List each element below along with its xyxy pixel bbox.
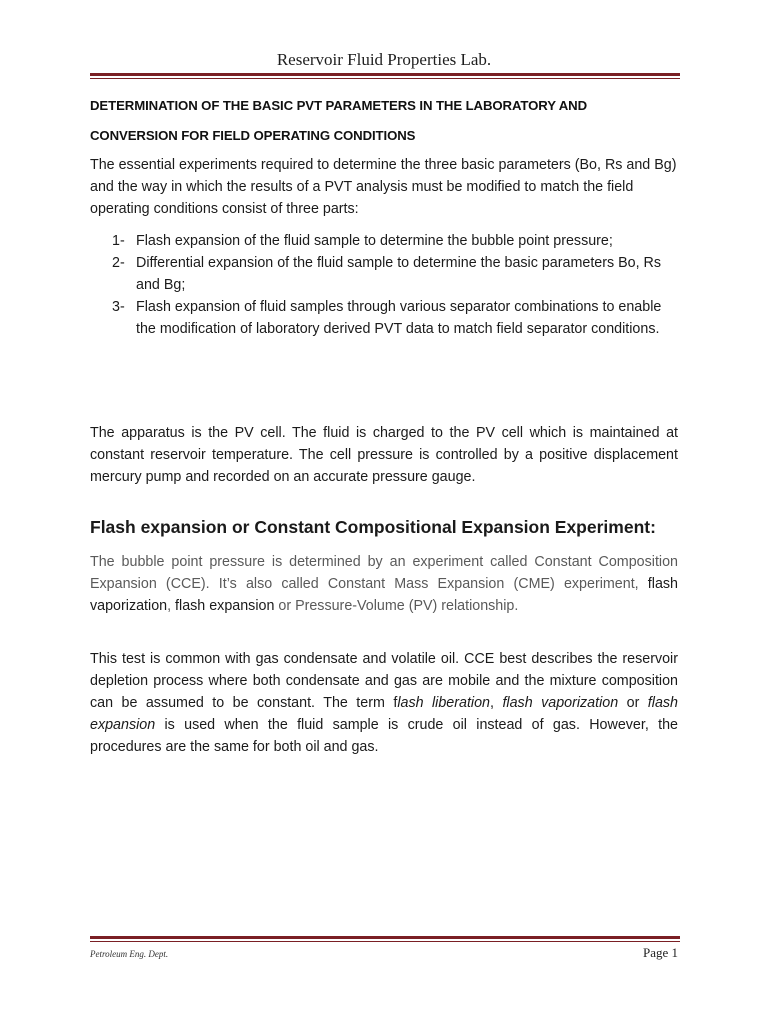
list-item-text: Differential expansion of the fluid sample to determine the basic parameters Bo, Rs and Bg; xyxy=(136,255,662,293)
header-rule-thin xyxy=(90,78,680,79)
intro-paragraph: The essential experiments required to determine the three basic parameters (Bo, Rs and Bg) and the way in which the results of a PVT analysis must be modified to match the field operating conditions consist of three parts: xyxy=(90,157,677,217)
list-item xyxy=(112,296,678,340)
header-title: Reservoir Fluid Properties Lab. xyxy=(276,50,492,69)
cce-paragraph: The bubble point pressure is determined by an experiment called Constant Composition Expansion (CCE). It’s also called Constant Mass Expansion (CME) experiment, flash vaporization, flash expansion or Pressure-Volume (PV) relationship. xyxy=(90,554,679,614)
experiment-list xyxy=(112,230,678,340)
list-item-text: Flash expansion of fluid samples through various separator combinations to enable the modification of laboratory derived PVT data to match field separator conditions. xyxy=(136,299,662,337)
section-title: Flash expansion or Constant Compositional Expansion Experiment: xyxy=(90,517,656,537)
test-paragraph: This test is common with gas condensate and volatile oil. CCE best describes the reservoir depletion process where both condensate and gas are mobile and the mixture composition can be assumed to be constant. The term flash liberation, flash vaporization or flash expansion is used when the fluid sample is crude oil instead of gas. However, the procedures are the same for both oil and gas. xyxy=(90,651,678,755)
list-item-number: 1- xyxy=(112,233,125,249)
list-item xyxy=(112,230,678,252)
footer-department: Petroleum Eng. Dept. xyxy=(90,949,169,959)
list-item-number: 3- xyxy=(112,299,125,315)
header-rule-thick xyxy=(90,73,680,76)
list-item-text: Flash expansion of the fluid sample to determine the bubble point pressure; xyxy=(136,233,613,249)
footer-page-number: Page 1 xyxy=(642,945,678,960)
footer-rule-thin xyxy=(90,941,680,942)
apparatus-paragraph: The apparatus is the PV cell. The fluid is charged to the PV cell which is maintained at constant reservoir temperature. The cell pressure is controlled by a positive displacement mercury pump and recorded on an accurate pressure gauge. xyxy=(90,425,678,485)
list-item-number: 2- xyxy=(112,255,125,271)
list-item xyxy=(112,252,678,296)
main-heading-line1: DETERMINATION OF THE BASIC PVT PARAMETERS IN THE LABORATORY AND xyxy=(90,98,588,113)
main-heading-line2: CONVERSION FOR FIELD OPERATING CONDITIONS xyxy=(90,128,416,143)
footer-rule-thick xyxy=(90,936,680,939)
